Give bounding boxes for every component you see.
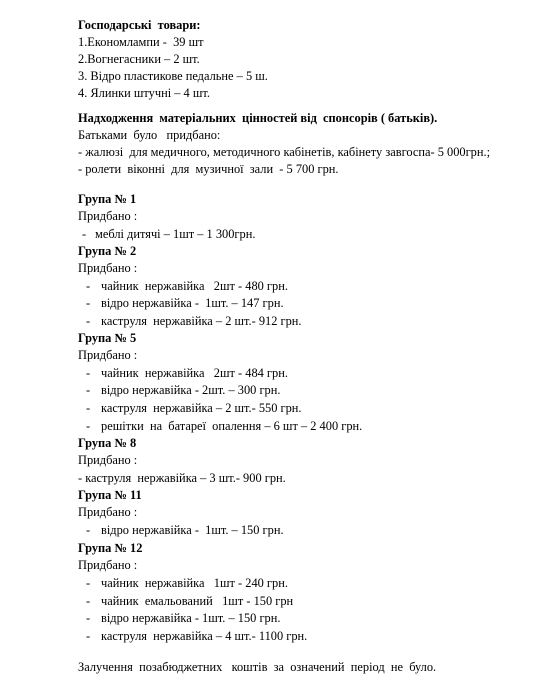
list-item: чайник емальований 1шт - 150 грн <box>101 594 294 608</box>
list-dash: - <box>82 227 87 241</box>
sponsors-item: - жалюзі для медичного, методичного кабінетів, кабінету завгоспа- 5 000грн.; <box>78 145 491 159</box>
household-heading: Господарські товари: <box>78 18 201 32</box>
group-title: Група № 12 <box>78 541 143 555</box>
list-item: каструля нержавійка – 2 шт.- 550 грн. <box>101 401 302 415</box>
list-item: відро нержавійка - 1шт. – 147 грн. <box>101 296 284 310</box>
household-item: 1.Економлампи - 39 шт <box>78 35 204 49</box>
list-dash: - <box>86 419 91 433</box>
list-item: - каструля нержавійка – 3 шт.- 900 грн. <box>78 471 286 485</box>
list-dash: - <box>86 366 91 380</box>
list-item: чайник нержавійка 1шт - 240 грн. <box>101 576 288 590</box>
list-item: чайник нержавійка 2шт - 484 грн. <box>101 366 288 380</box>
list-dash: - <box>86 629 91 643</box>
group-title: Група № 2 <box>78 244 137 258</box>
sponsors-item: - ролети віконні для музичної зали - 5 700 грн. <box>78 162 339 176</box>
list-item: відро нержавійка - 1шт. – 150 грн. <box>101 611 281 625</box>
group-bought-label: Придбано : <box>78 505 138 519</box>
group-title: Група № 5 <box>78 331 137 345</box>
list-item: чайник нержавійка 2шт - 480 грн. <box>101 279 288 293</box>
list-dash: - <box>86 594 91 608</box>
list-dash: - <box>86 279 91 293</box>
list-dash: - <box>86 314 91 328</box>
group-title: Група № 8 <box>78 436 137 450</box>
group-bought-label: Придбано : <box>78 261 138 275</box>
group-bought-label: Придбано : <box>78 348 138 362</box>
list-item: меблі дитячі – 1шт – 1 300грн. <box>95 227 256 241</box>
household-item: 2.Вогнегасники – 2 шт. <box>78 52 200 66</box>
list-item: відро нержавійка - 1шт. – 150 грн. <box>101 523 284 537</box>
list-item: каструля нержавійка – 2 шт.- 912 грн. <box>101 314 302 328</box>
list-dash: - <box>86 383 91 397</box>
group-title: Група № 11 <box>78 488 142 502</box>
household-item: 4. Ялинки штучні – 4 шт. <box>78 86 210 100</box>
list-dash: - <box>86 401 91 415</box>
list-item: каструля нержавійка – 4 шт.- 1100 грн. <box>101 629 308 643</box>
sponsors-intro: Батьками було придбано: <box>78 128 221 142</box>
sponsors-heading: Надходження матеріальних цінностей від спонсорів ( батьків). <box>78 111 438 125</box>
list-dash: - <box>86 523 91 537</box>
list-dash: - <box>86 576 91 590</box>
list-dash: - <box>86 611 91 625</box>
household-item: 3. Відро пластикове педальне – 5 ш. <box>78 69 268 83</box>
group-bought-label: Придбано : <box>78 453 138 467</box>
group-title: Група № 1 <box>78 192 137 206</box>
group-bought-label: Придбано : <box>78 558 138 572</box>
group-bought-label: Придбано : <box>78 209 138 223</box>
list-item: решітки на батареї опалення – 6 шт – 2 400 грн. <box>101 419 363 433</box>
footer-note: Залучення позабюджетних коштів за означений період не було. <box>78 660 437 674</box>
list-item: відро нержавійка - 2шт. – 300 грн. <box>101 383 281 397</box>
list-dash: - <box>86 296 91 310</box>
